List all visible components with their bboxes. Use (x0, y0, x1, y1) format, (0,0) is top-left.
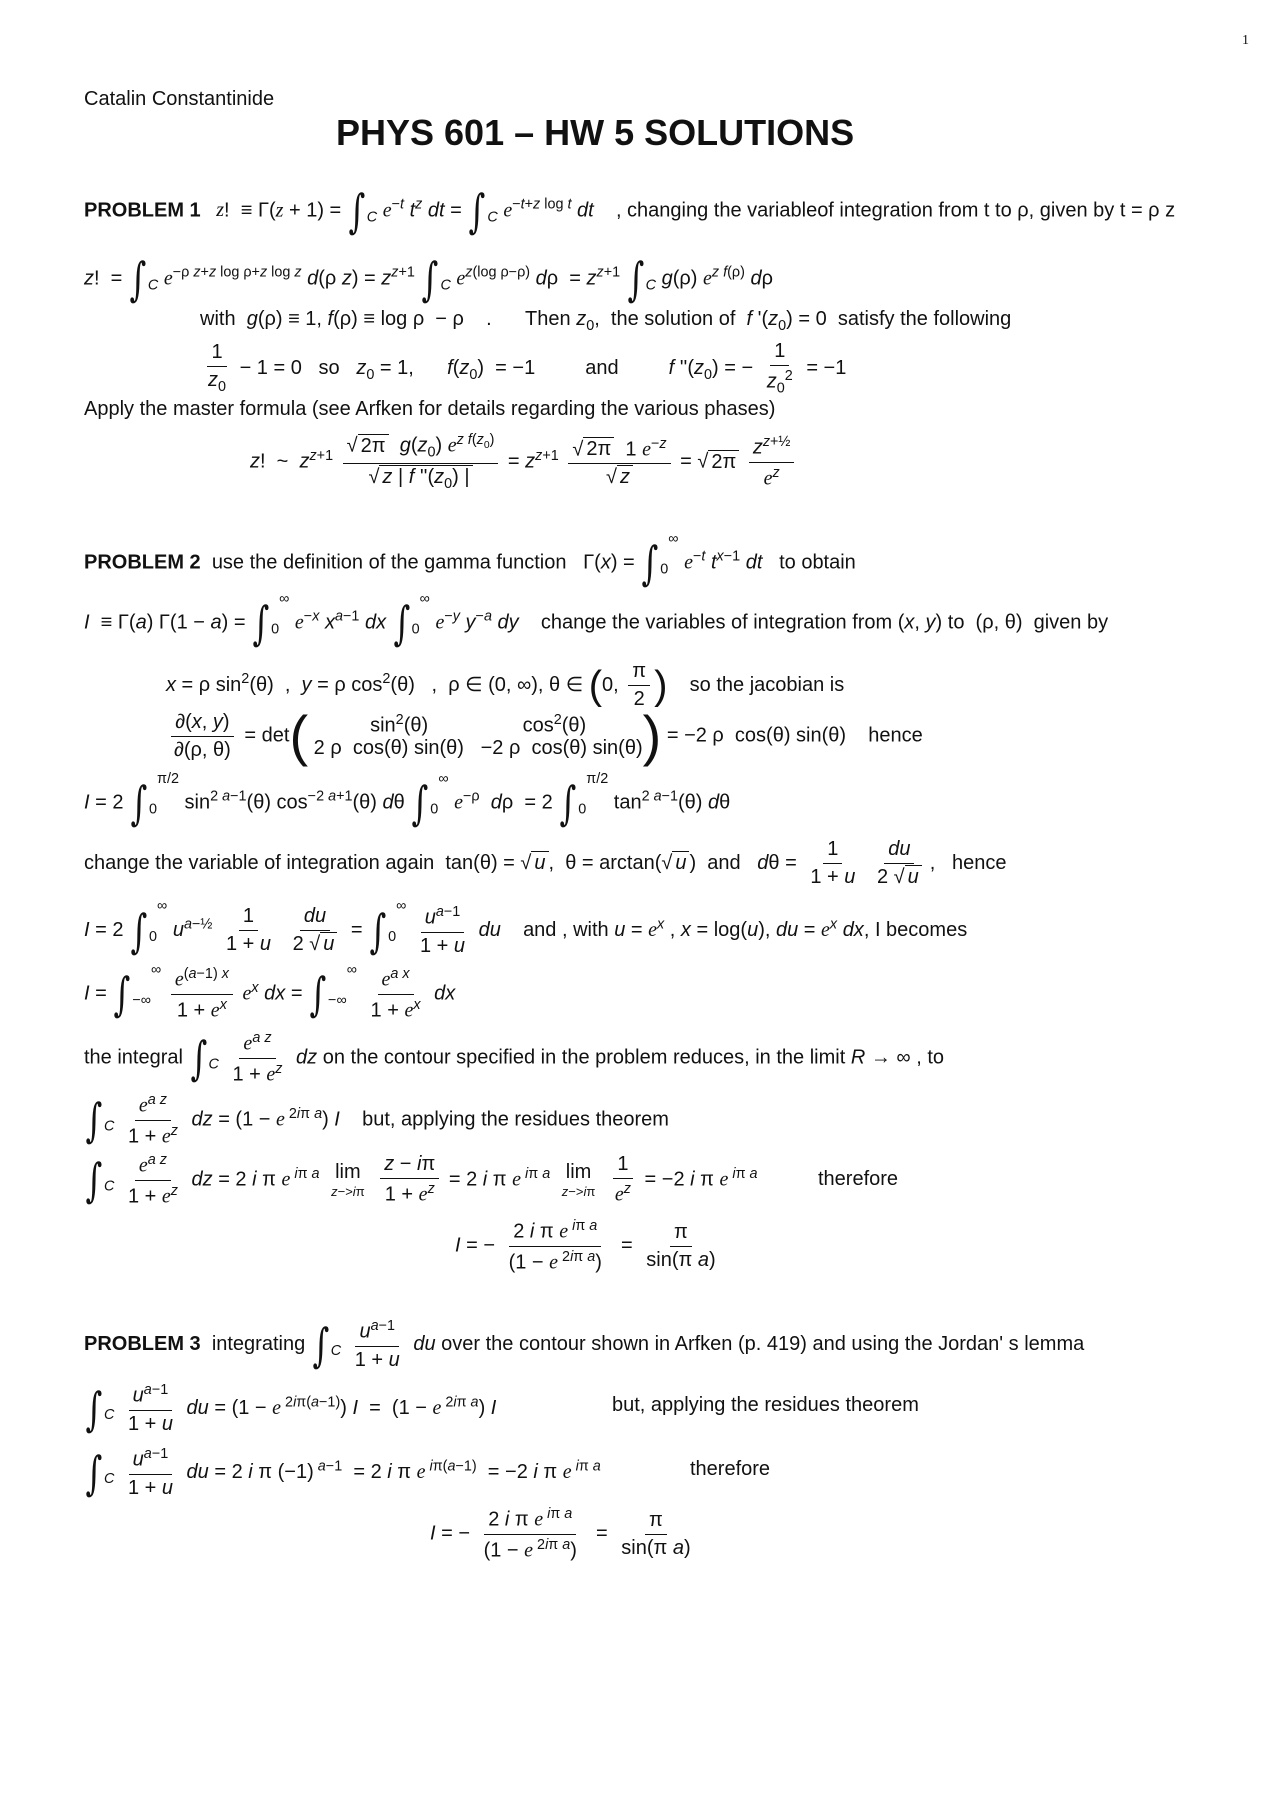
problem2-I-definition: I ≡ Γ(a) Γ(1 − a) = ∫ $_0$∞ $e^{-x}$ $x^{a-1}$ dx ∫ $_0$∞ $e^{-y}$ $y^{-a}$ dy change the variables of integration from (x, y) to (ρ, θ) given by (84, 590, 1109, 650)
problem2-I-theta: I = 2 ∫ $_0^{\pi/2}$ $\sin^{2 a-1}(\theta)$ $\cos^{-2 a+1}(\theta)$ dθ ∫ $_0$∞ $e^{-\rho}$ dρ = 2 ∫ $_0^{\pi/2}$ $\tan^{2 a-1}(\theta)$ dθ (84, 770, 731, 830)
problem2-contour-text-b: on the contour specified in the problem reduces, in the limit (322, 1046, 846, 1069)
problem2-contour-eq2: ∫ $_C$ $\frac{e^{a z}}{1 + e^z}$ dz = 2 i π e $^{i\pi a}$ lim z−>iπ $\frac{z - i\pi}{1 + e^z}$ = 2 i π e $^{i\pi a}$ lim z−>iπ $\frac{1}{e^z}$ = −2 i π e $^{i\pi a}$ (85, 1152, 758, 1208)
problem3-eq2: ∫ $_C$ $\frac{u^{a-1}}{1 + u}$ du = 2 i π (−1) $^{a-1}$ = 2 i π e $^{i\pi(a-1)}$ = −2 i π e $^{i\pi a}$ (85, 1445, 601, 1500)
problem2-to-obtain: to obtain (779, 551, 856, 574)
page-title: PHYS 601 – HW 5 SOLUTIONS (336, 112, 855, 153)
problem2-I-x: I = ∫ $_{-\infty}$∞ $\frac{e^{(a-1) x}}{1 + e^x}$ $e^x$ dx = ∫ $_{-\infty}$∞ $\frac{e^{a x}}{1 + e^x}$ dx (84, 961, 456, 1022)
problem2-change-again-text: change the variable of integration again (84, 851, 435, 874)
problem2-I-u: I = 2 ∫ $_0$∞ $u^{a-\frac{1}{2}}$ $\frac{1}{1 + u}$ $\frac{du}{2 √ u}$ = ∫ $_0$∞ $\frac{u^{a-1}}{1 + u}$ du and , with $u = e^x$ , x = log(u), du = $e^x$ dx, I becomes (84, 898, 968, 958)
problem2-therefore: therefore (818, 1168, 899, 1190)
problem3-jordan: and using the Jordan' s lemma (812, 1333, 1085, 1356)
problem3-eq1: ∫ $_C$ $\frac{u^{a-1}}{1 + u}$ du = (1 − e $^{2i\pi(a-1)}$) I = (1 − e $^{2i\pi a}$) I (85, 1381, 497, 1436)
problem2-contour-eq1: ∫ $_C$ $\frac{e^{a z}}{1 + e^z}$ dz = (1 − e $^{2i\pi a}$) I but, applying the residues theorem (85, 1092, 669, 1148)
problem1-result-eq: z! ~ $z^{z+1}$ $\frac{√ 2\pi g(z_0) e^{z f(z_0)}}{√ z | f ''(z_0) |}$ = $z^{z+1}$ $\frac{√ 2\pi 1 e^{-z}}{√ z}$ = √ 2π $\frac{z^{z+\frac{1}{2}}}{e^z}$ (250, 432, 798, 493)
problem2-becomes: I becomes (874, 919, 968, 942)
problem2-jacobian-text: so the jacobian is (689, 673, 845, 696)
problem1-change-variable-text: , changing the variableof integration from t to ρ, given by t = ρ z (615, 199, 1176, 222)
problem2-label: PROBLEM 2 (84, 551, 201, 574)
problem3-residues-text: but, applying the residues theorem (612, 1394, 919, 1416)
problem2-final-result: I = − $\frac{2 i \pi e ^{i\pi a}}{(1 - e ^{2i\pi a})}$ = $\frac{\pi}{\text{sin(π a)}}$ (455, 1218, 716, 1274)
problem2-and-with: and , with (523, 919, 609, 942)
problem2-substitution: x = ρ $\sin^2(\theta)$ , y = ρ $\cos^2(\theta)$ , ρ ∈ (0, ∞), θ ∈ (0, $\frac{\pi}{2}$ ) so the jacobian is (166, 660, 845, 710)
author: Catalin Constantinide (84, 88, 275, 110)
problem2-change-vars: change the variables of integration from (540, 611, 893, 634)
problem1-with-line: with g(ρ) ≡ 1, f(ρ) ≡ log ρ − ρ . Then $z_0$, the solution of f '$(z_0) = 0$ satisfy the following (200, 308, 1012, 334)
problem3-contour-text: over the contour shown in Arfken (441, 1333, 733, 1356)
problem3-therefore: therefore (690, 1458, 771, 1480)
problem2-residues-text: but, applying the residues theorem (362, 1108, 669, 1131)
problem2-line1: PROBLEM 2 use the definition of the gamma function Γ(x) = ∫ $_0$∞ $e^{-t}$ $t^{x-1}$ dt to obtain (84, 530, 856, 590)
problem2-hence-1: hence (868, 724, 923, 747)
problem1-label: PROBLEM 1 (84, 199, 201, 222)
problem1-master-formula: Apply the master formula (see Arfken for details regarding the various phases) (84, 398, 776, 420)
problem2-hence-2: hence (951, 851, 1007, 874)
problem2-given-by: given by (1033, 611, 1109, 634)
page-number: 1 (1242, 33, 1249, 48)
problem3-line1: PROBLEM 3 integrating ∫ $_C$ $\frac{u^{a-1}}{1 + u}$ du over the contour shown in Arfken (p. 419) and using the Jordan' s lemma (84, 1317, 1085, 1372)
problem1-z-factorial-eq: z! = ∫ $_C$ $e^{-\rho z+z log \rho+z log z}$ d(ρ $z) = z^{z+1}$ ∫ $_C$ $e^{z(log \rho-\rho)}$ $d\rho = z^{z+1}$ ∫ $_C$ g(ρ) $e^{z f(\rho)}$ dρ (84, 252, 773, 306)
problem3-page-ref: (p. 419) (737, 1333, 807, 1356)
problem1-solution-line: $\frac{1}{z_0}$ − 1 = 0 so $z_0 = 1$, $f(z_0) = -1$ and f ''$(z_0)$ = − $\frac{1}{z_0^2}$ = −1 (208, 340, 847, 397)
problem2-intro: use the definition of the gamma function (211, 551, 567, 574)
problem3-final-result: I = − $\frac{2 i \pi e ^{i\pi a}}{(1 - e ^{2i\pi a})}$ = $\frac{\pi}{\text{sin(π a)}}$ (430, 1506, 691, 1562)
problem2-contour-text-a: the integral (84, 1046, 183, 1069)
problem3-intro: integrating (211, 1333, 306, 1356)
problem2-contour-line: the integral ∫ $_C$ $\frac{e^{a z}}{1 + e^z}$ dz on the contour specified in the problem reduces, in the limit R → ∞ , to (84, 1030, 944, 1086)
problem3-label: PROBLEM 3 (84, 1333, 201, 1356)
problem1-line1: PROBLEM 1 z! ≡ Γ(z + 1) = ∫ $_C$ $e^{-t}$ $t^z$ dt = ∫ $_C$ $e^{-t+z log t}$ dt , changing the variableof integration from t to ρ, given by t = ρ z (84, 184, 1176, 238)
problem2-contour-text-c: , to (916, 1046, 944, 1069)
problem2-jacobian: $\frac{\partial(x, y)}{\partial(\rho, \theta)}$ = det( $\sin^2(\theta)$ $\cos^2(\theta)$ 2 ρ cos(θ) sin(θ) −2 ρ cos(θ) sin(θ) ) = −2 ρ cos(θ) sin(θ) hence (166, 708, 923, 764)
problem2-change-again: change the variable of integration again tan(θ) = √ u , θ = arctan(√ u ) and dθ = $\frac{1}{1 + u}$ $\frac{du}{2 √ u}$ , hence (84, 838, 1007, 888)
problem2-and: and (707, 851, 741, 874)
